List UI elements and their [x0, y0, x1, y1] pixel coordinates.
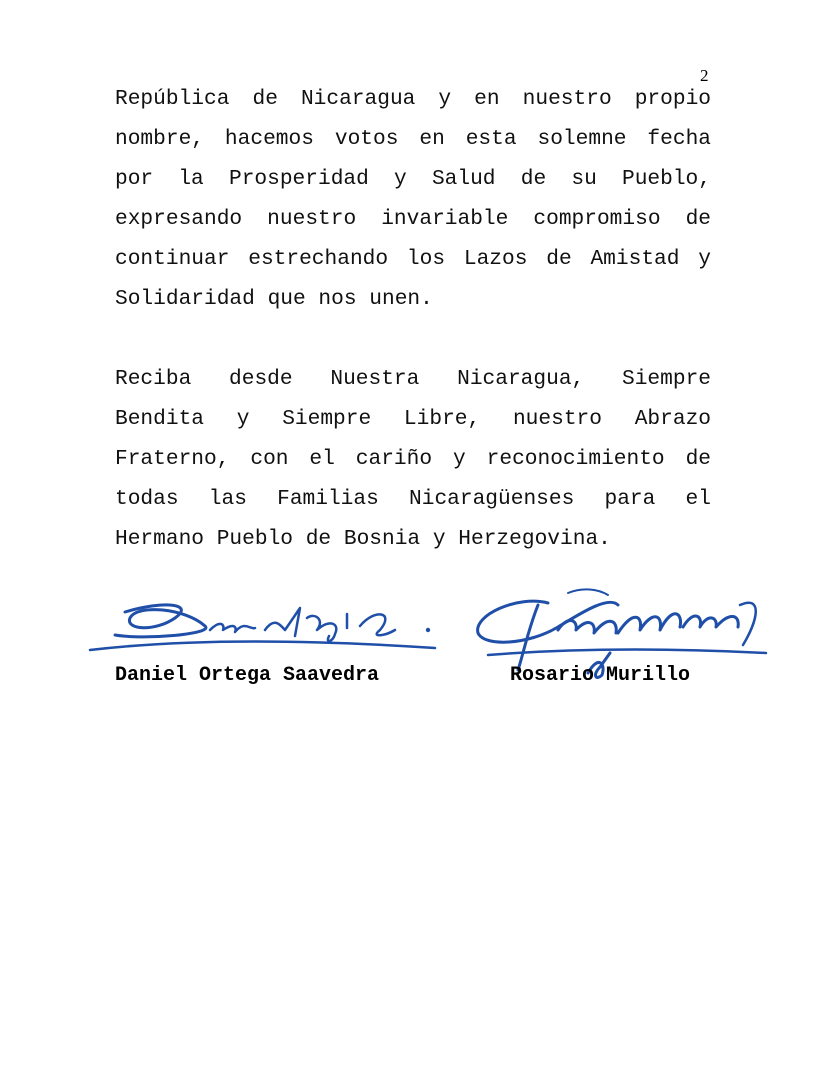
signatory-name-rosario-murillo: Rosario Murillo: [510, 664, 691, 687]
page-number: 2: [700, 66, 709, 85]
signatory-name-daniel-ortega: Daniel Ortega Saavedra: [115, 664, 380, 687]
letter-body: [115, 79, 711, 559]
paragraph-closing-wishes: República de Nicaragua y en nuestro propio nombre, hacemos votos en esta solemne fecha por la Prosperidad y Salud de su Pueblo, expresando nuestro invariable compromiso de continuar estrechando los Lazos de Amistad y Solidaridad que nos unen.: [115, 87, 711, 311]
signature-daniel-ortega: [85, 590, 445, 665]
paragraph-fraternal-embrace: Reciba desde Nuestra Nicaragua, Siempre Bendita y Siempre Libre, nuestro Abrazo Fraterno, con el cariño y reconocimiento de todas las Familias Nicaragüenses para el Hermano Pueblo de Bosnia y Herzegovina.: [115, 367, 711, 551]
